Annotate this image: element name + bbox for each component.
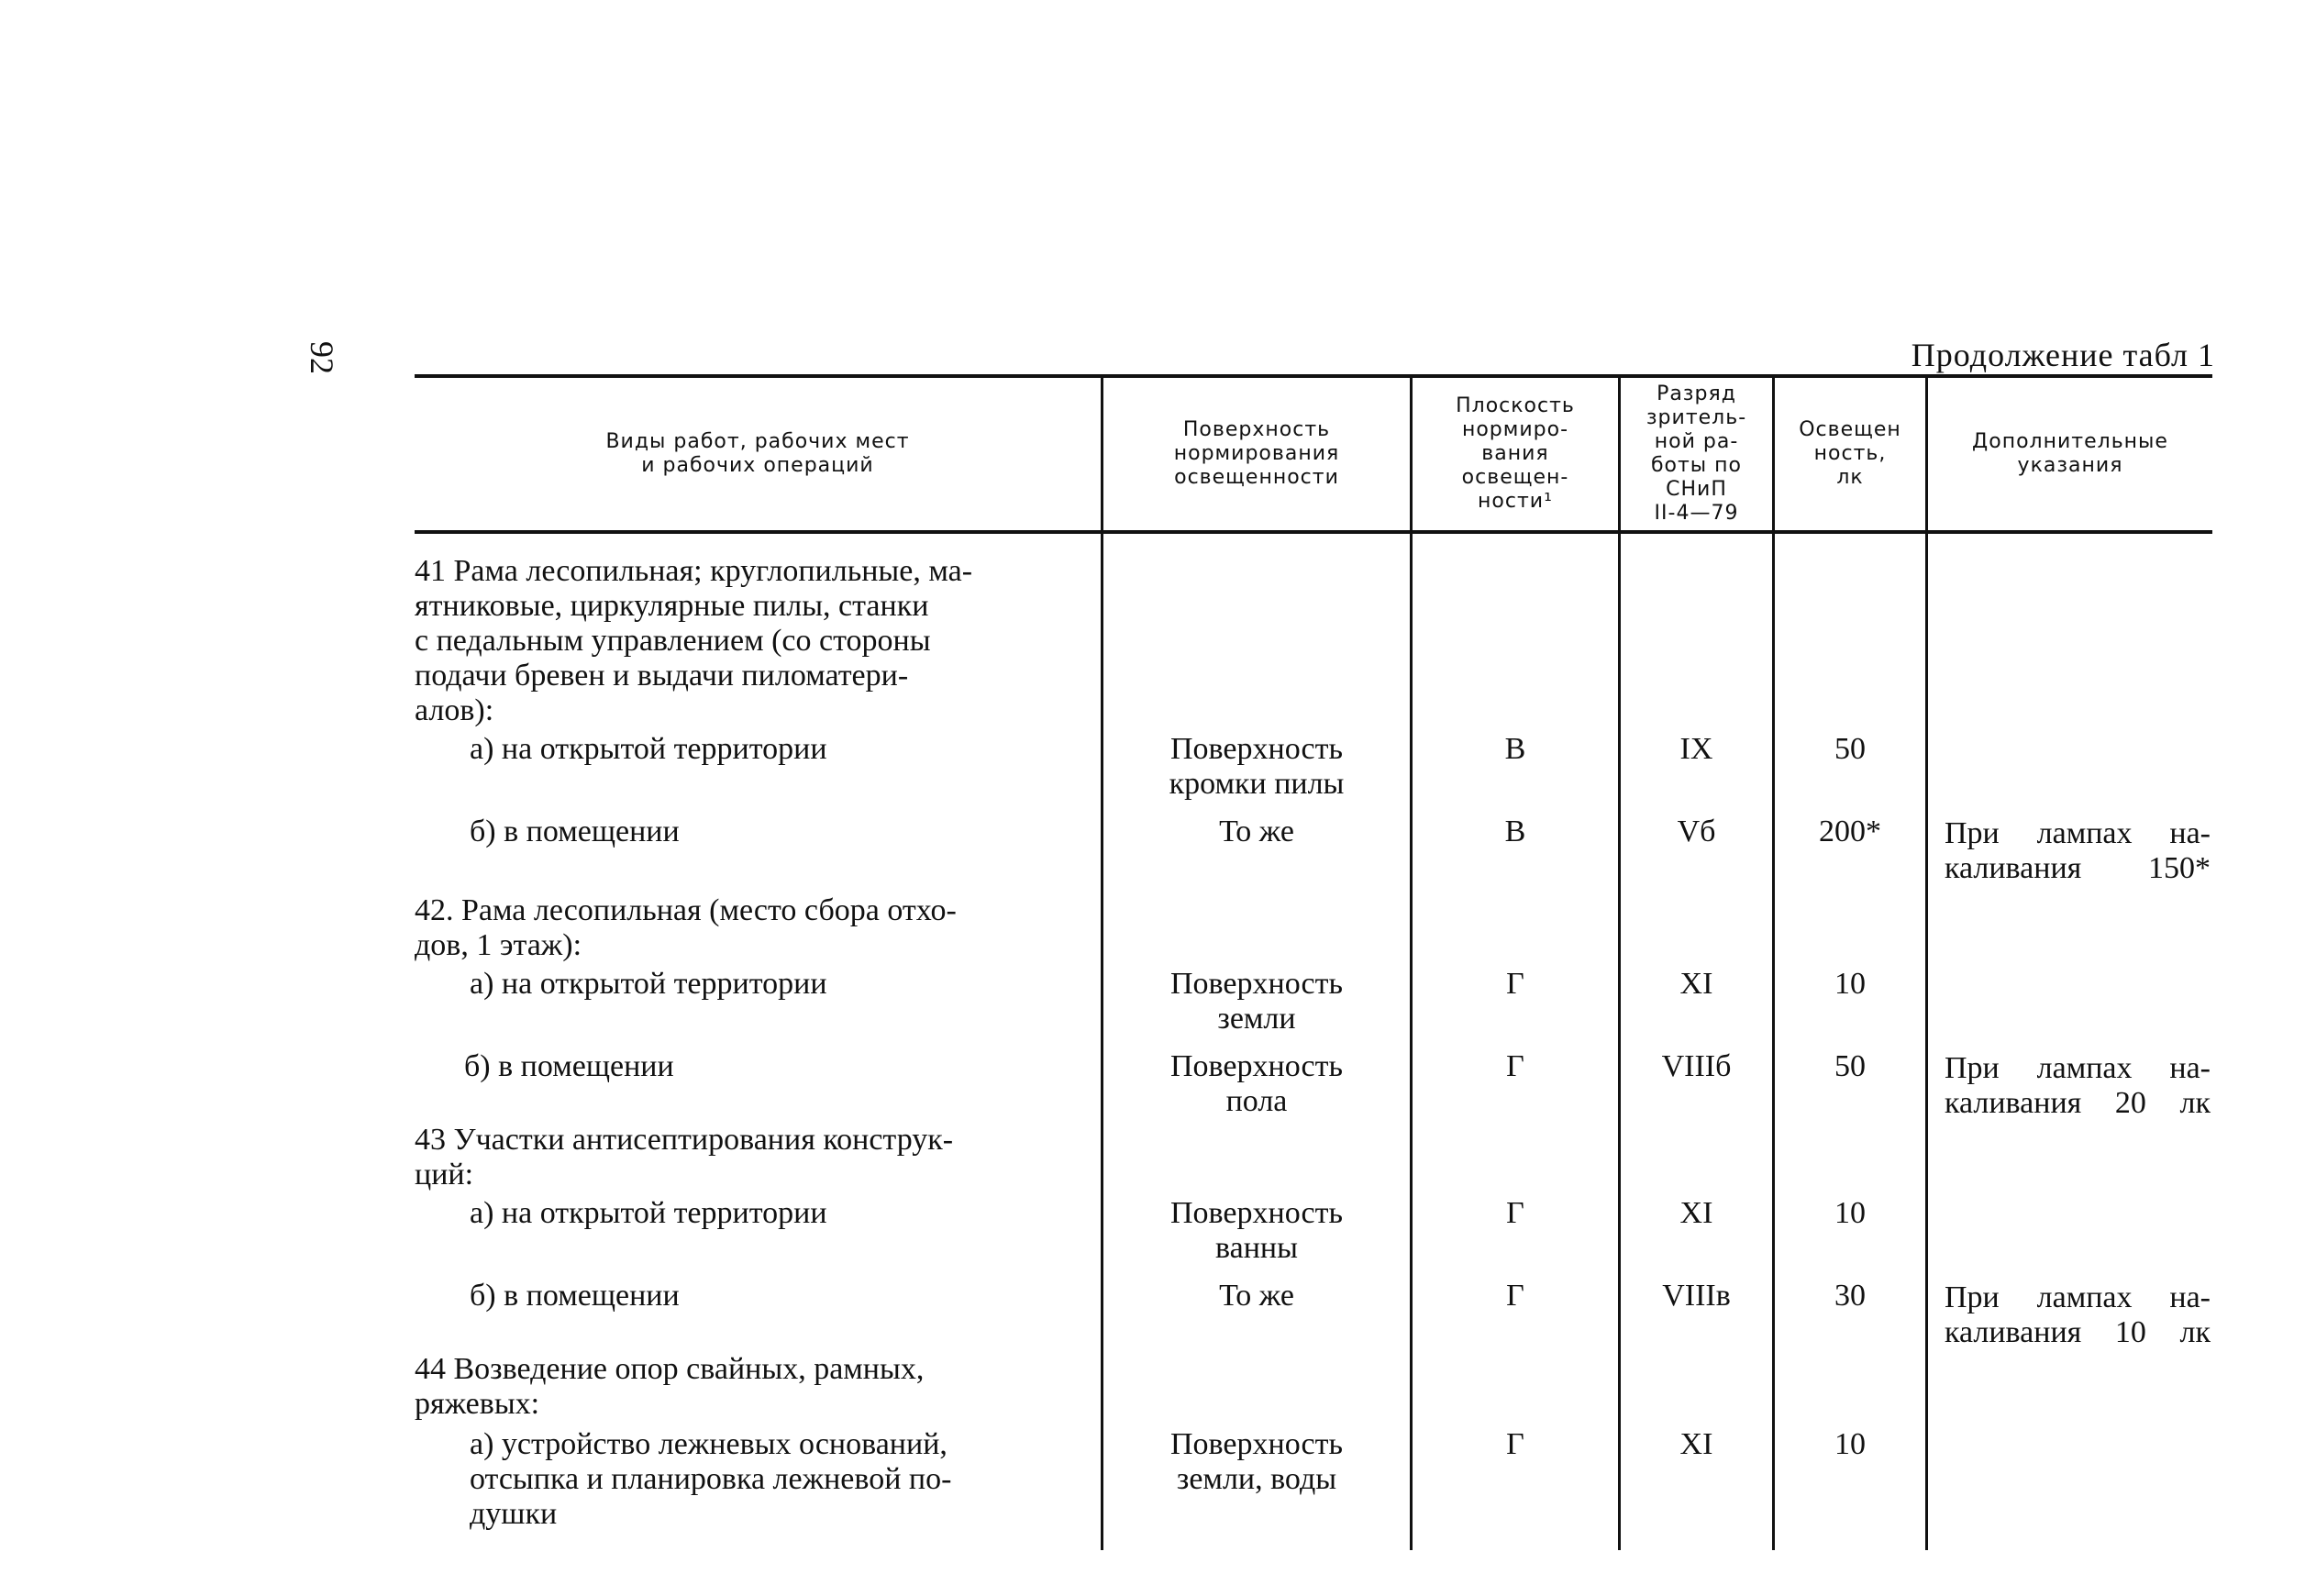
column-separator: [1772, 374, 1775, 1550]
table-row-plane: В: [1504, 815, 1526, 848]
table-row-plane: Г: [1506, 1427, 1524, 1461]
header-visual-grade: Разряд зритель- ной ра- боты по СНиП II-4—79: [1646, 382, 1747, 525]
table-row-surface: Поверхность ванны: [1170, 1196, 1343, 1266]
table-continuation-label: Продолжение табл 1: [1911, 337, 2215, 373]
table-row-lux: 10: [1834, 1196, 1866, 1230]
table-row-lux: 10: [1834, 967, 1866, 1001]
table-row-grade: IX: [1679, 732, 1713, 766]
table-row-plane: Г: [1506, 1196, 1524, 1230]
table-row-plane: Г: [1506, 1049, 1524, 1083]
table-row-work: б) в помещении: [464, 1049, 674, 1083]
table-row-note: При лампах на- каливания 150*: [1945, 816, 2211, 886]
table-row-grade: XI: [1679, 1427, 1713, 1461]
table-row-lux: 30: [1834, 1279, 1866, 1313]
header-illuminance: Освещен ность, лк: [1799, 418, 1901, 489]
table-row-surface: Поверхность земли: [1170, 967, 1343, 1036]
table-row-grade: XI: [1679, 1196, 1713, 1230]
header-plane: Плоскость нормиро- вания освещен- ности¹: [1456, 394, 1575, 513]
column-separator: [1618, 374, 1621, 1550]
table-row-work: а) на открытой территории: [470, 732, 827, 766]
table-row-lux: 200*: [1819, 815, 1881, 848]
table-row-grade: XI: [1679, 967, 1713, 1001]
table-row-work: 44 Возведение опор свайных, рамных, ряжевых:: [415, 1352, 925, 1422]
table-row-note: При лампах на- каливания 20 лк: [1945, 1051, 2211, 1121]
table-row-work: 42. Рама лесопильная (место сбора отхо- дов, 1 этаж):: [415, 893, 957, 963]
column-separator: [1925, 374, 1928, 1550]
table-row-surface: То же: [1219, 815, 1294, 848]
table-row-work: б) в помещении: [470, 815, 680, 848]
page-number: 92: [304, 341, 340, 374]
table-row-note: При лампах на- каливания 10 лк: [1945, 1280, 2211, 1350]
table-row-plane: Г: [1506, 967, 1524, 1001]
table-row-surface: То же: [1219, 1279, 1294, 1313]
table-row-work: а) устройство лежневых оснований, отсыпка и планировка лежневой по- душки: [470, 1427, 952, 1532]
header-notes: Дополнительные указания: [1972, 430, 2168, 477]
table-row-surface: Поверхность пола: [1170, 1049, 1343, 1119]
table-row-surface: Поверхность кромки пилы: [1169, 732, 1345, 802]
table-row-plane: Г: [1506, 1279, 1524, 1313]
table-row-work: б) в помещении: [470, 1279, 680, 1313]
table-row-surface: Поверхность земли, воды: [1170, 1427, 1343, 1497]
lighting-norms-table: [415, 374, 2212, 1550]
header-bottom-rule: [415, 530, 2212, 534]
table-row-lux: 10: [1834, 1427, 1866, 1461]
table-row-work: 43 Участки антисептирования конструк- ций:: [415, 1123, 954, 1192]
table-row-grade: VIIIв: [1662, 1279, 1731, 1313]
table-row-grade: VIIIб: [1661, 1049, 1732, 1083]
table-row-work: а) на открытой территории: [470, 967, 827, 1001]
table-row-lux: 50: [1834, 1049, 1866, 1083]
column-separator: [1410, 374, 1413, 1550]
header-surface: Поверхность нормирования освещенности: [1173, 418, 1340, 489]
table-row-work: 41 Рама лесопильная; круглопильные, ма- ятниковые, циркулярные пилы, станки с педальным управлением (со стороны подачи бревен и выдачи пиломатери- алов):: [415, 554, 973, 728]
column-separator: [1101, 374, 1103, 1550]
table-row-plane: В: [1504, 732, 1526, 766]
header-work-types: Виды работ, рабочих мест и рабочих операций: [605, 430, 910, 477]
table-row-grade: Vб: [1677, 815, 1716, 848]
table-row-lux: 50: [1834, 732, 1866, 766]
table-row-work: а) на открытой территории: [470, 1196, 827, 1230]
